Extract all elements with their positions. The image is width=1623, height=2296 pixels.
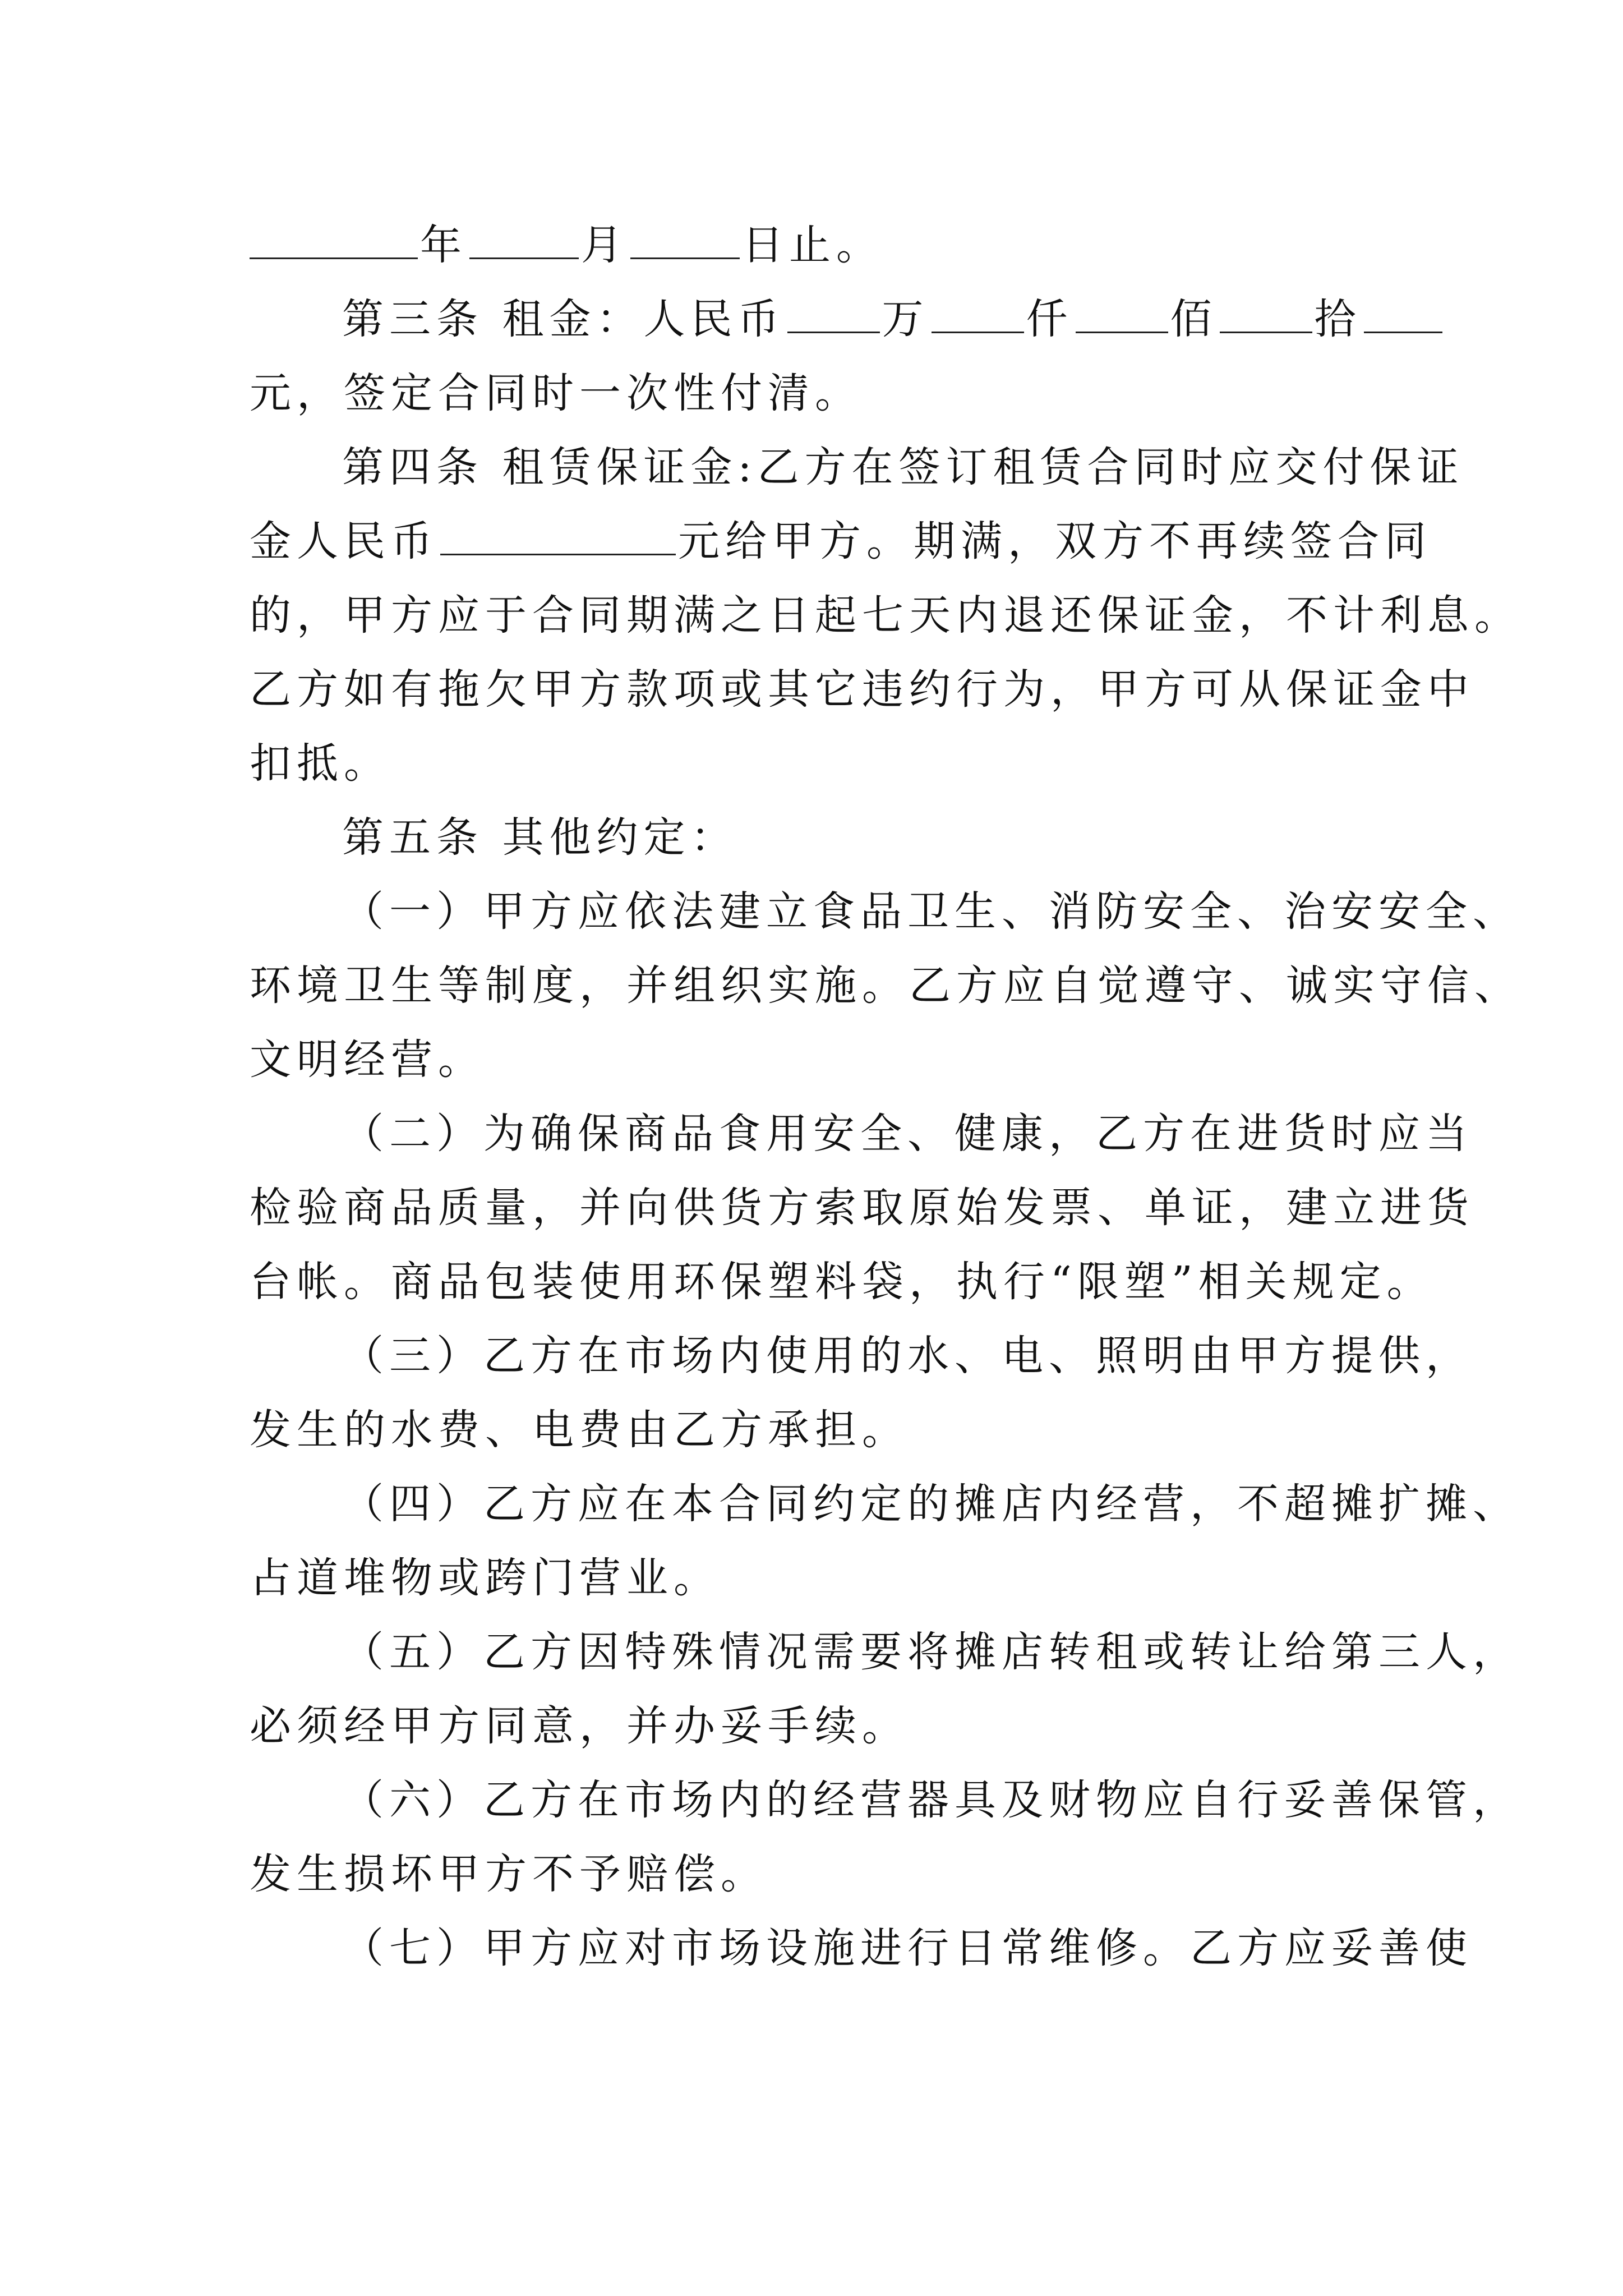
- body-line: 文明经营。: [250, 1036, 485, 1084]
- body-line: 扣抵。: [250, 739, 391, 788]
- clause-2-line: （二）为确保商品食用安全、健康，乙方在进货时应当: [342, 1110, 1473, 1158]
- body-line: 元，签定合同时一次性付清。: [250, 369, 862, 417]
- article-4-heading: 第四条 租赁保证金:乙方在签订租赁合同时应交付保证: [342, 443, 1464, 491]
- body-line: 检验商品质量，并向供货方索取原始发票、单证，建立进货: [250, 1184, 1474, 1232]
- body-line: 必须经甲方同意，并办妥手续。: [250, 1702, 909, 1750]
- bai-blank[interactable]: [1076, 298, 1168, 333]
- clause-6-line: （六）乙方在市场内的经营器具及财物应自行妥善保管，: [342, 1776, 1520, 1824]
- shi-blank[interactable]: [1220, 298, 1312, 333]
- day-label: 日止。: [742, 221, 883, 269]
- body-line: 的，甲方应于合同期满之日起七天内退还保证金，不计利息。: [250, 591, 1521, 639]
- article-5-heading: 第五条 其他约定：: [342, 813, 738, 862]
- yuan-blank[interactable]: [1364, 298, 1442, 333]
- clause-4-line: （四）乙方应在本合同约定的摊店内经营，不超摊扩摊、: [342, 1480, 1520, 1528]
- clause-1-line: （一）甲方应依法建立食品卫生、消防安全、治安安全、: [342, 887, 1520, 936]
- clause-5-line: （五）乙方因特殊情况需要将摊店转租或转让给第三人，: [342, 1628, 1520, 1676]
- deposit-amount-line: [250, 510, 1432, 572]
- wan-blank[interactable]: [787, 298, 880, 333]
- day-blank[interactable]: [630, 224, 740, 259]
- month-blank[interactable]: [469, 224, 579, 259]
- body-line: 发生的水费、电费由乙方承担。: [250, 1406, 909, 1454]
- qian-label: 仟: [1026, 295, 1073, 343]
- deposit-blank[interactable]: [440, 520, 676, 555]
- month-label: 月: [581, 221, 628, 269]
- article-3-heading: 第三条 租金：人民币: [342, 295, 785, 343]
- body-line: 发生损坏甲方不予赔偿。: [250, 1850, 768, 1898]
- deposit-label: 金人民币: [250, 517, 438, 565]
- body-line: 环境卫生等制度，并组织实施。乙方应自觉遵守、诚实守信、: [250, 961, 1521, 1010]
- body-line: 占道堆物或跨门营业。: [250, 1554, 721, 1602]
- wan-label: 万: [882, 295, 929, 343]
- deposit-tail: 元给甲方。期满，双方不再续签合同: [678, 517, 1432, 565]
- year-blank[interactable]: [250, 224, 418, 259]
- article-3-rent-line: [342, 288, 1445, 350]
- shi-label: 拾: [1314, 295, 1362, 343]
- bai-label: 佰: [1170, 295, 1218, 343]
- body-line: 乙方如有拖欠甲方款项或其它违约行为，甲方可从保证金中: [250, 665, 1474, 714]
- body-line: 台帐。商品包装使用环保塑料袋，执行“限塑”相关规定。: [250, 1258, 1434, 1306]
- clause-3-line: （三）乙方在市场内使用的水、电、照明由甲方提供，: [342, 1332, 1473, 1380]
- year-label: 年: [420, 221, 467, 269]
- clause-7-line: （七）甲方应对市场设施进行日常维修。乙方应妥善使: [342, 1924, 1473, 1972]
- term-end-date-line: [250, 214, 883, 276]
- qian-blank[interactable]: [932, 298, 1024, 333]
